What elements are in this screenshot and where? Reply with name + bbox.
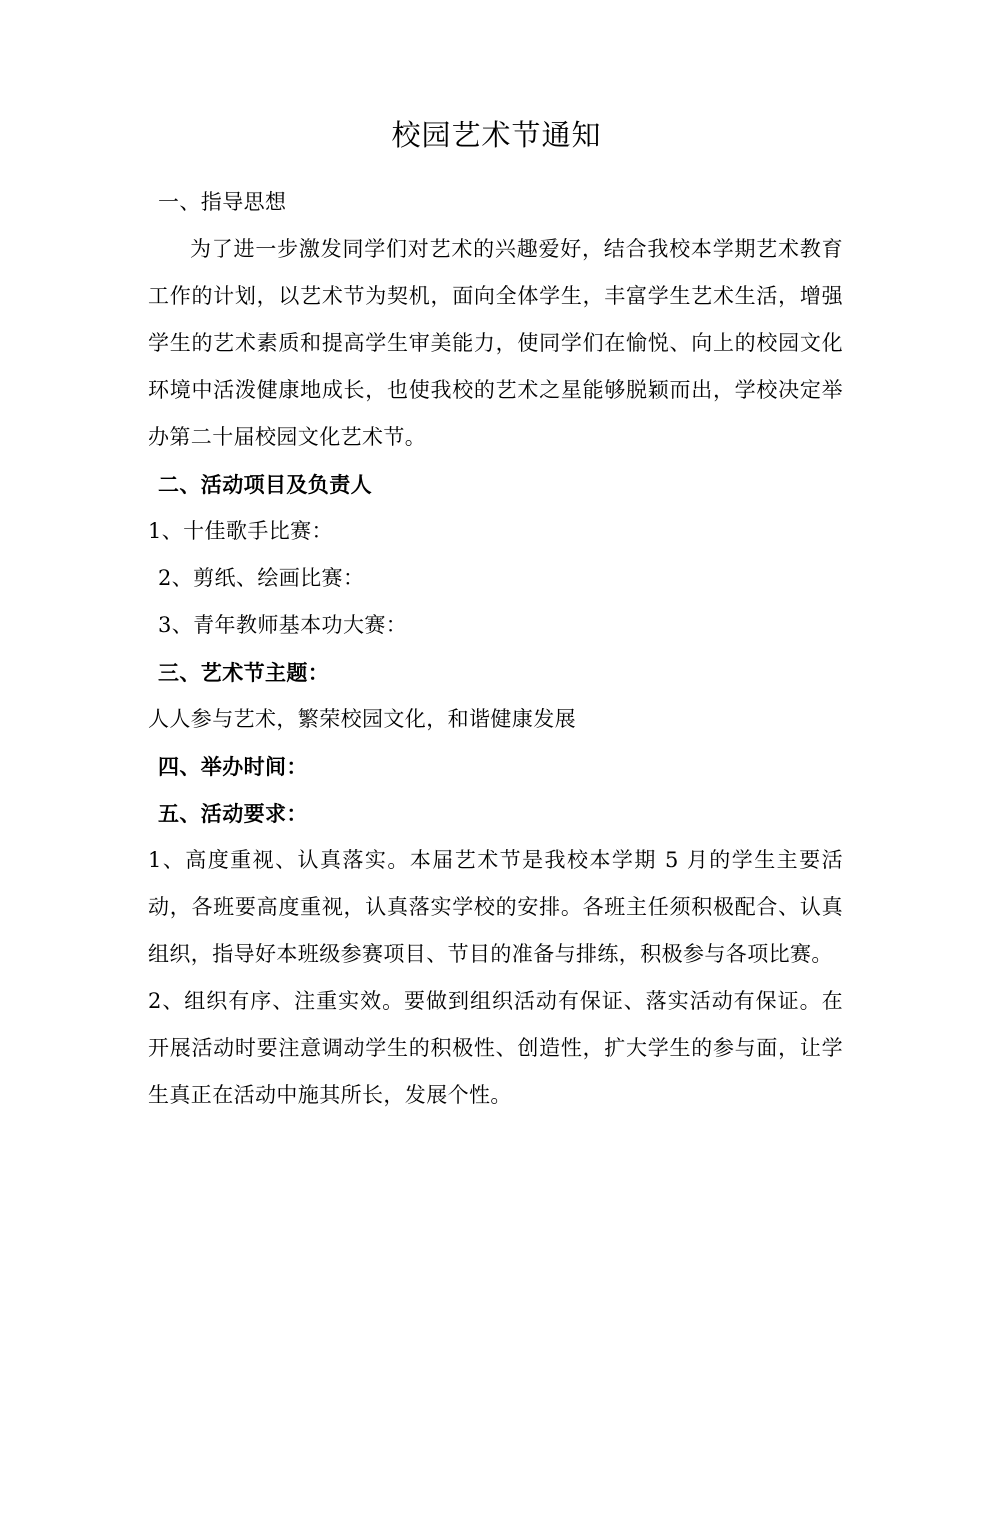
section-heading-2: 二、活动项目及负责人 (158, 471, 372, 497)
section-paragraph-5-2: 2、组织有序、注重实效。要做到组织活动有保证、落实活动有保证。在开展活动时要注意调动学生的积极性、创造性，扩大学生的参与面，让学生真正在活动中施其所长，发展个性。 (148, 988, 843, 1107)
section-heading-4: 四、举办时间： (158, 753, 308, 779)
page-title: 校园艺术节通知 (391, 118, 602, 152)
section-paragraph-2-2: 2、剪纸、绘画比赛： (158, 565, 365, 590)
section-paragraph-1-1: 为了进一步激发同学们对艺术的兴趣爱好，结合我校本学期艺术教育工作的计划，以艺术节为契机，面向全体学生，丰富学生艺术生活，增强学生的艺术素质和提高学生审美能力，使同学们在愉悦、向上的校园文化环境中活泼健康地成长，也使我校的艺术之星能够脱颖而出，学校决定举办第二十届校园文化艺术节。 (148, 236, 843, 449)
document-page (0, 118, 993, 1522)
section-paragraph-2-3: 3、青年教师基本功大赛： (158, 612, 408, 637)
section-paragraph-3-1: 人人参与艺术，繁荣校园文化，和谐健康发展 (148, 706, 576, 731)
section-heading-1: 一、指导思想 (158, 189, 287, 214)
section-heading-3: 三、艺术节主题： (158, 659, 330, 685)
section-heading-5: 五、活动要求： (158, 800, 308, 826)
section-paragraph-5-1: 1、高度重视、认真落实。本届艺术节是我校本学期 5 月的学生主要活动，各班要高度重视，认真落实学校的安排。各班主任须积极配合、认真组织，指导好本班级参赛项目、节目的准备与排练，积极参与各项比赛。 (148, 847, 843, 966)
document-body (0, 153, 993, 1119)
section-paragraph-2-1: 1、十佳歌手比赛： (148, 518, 333, 543)
